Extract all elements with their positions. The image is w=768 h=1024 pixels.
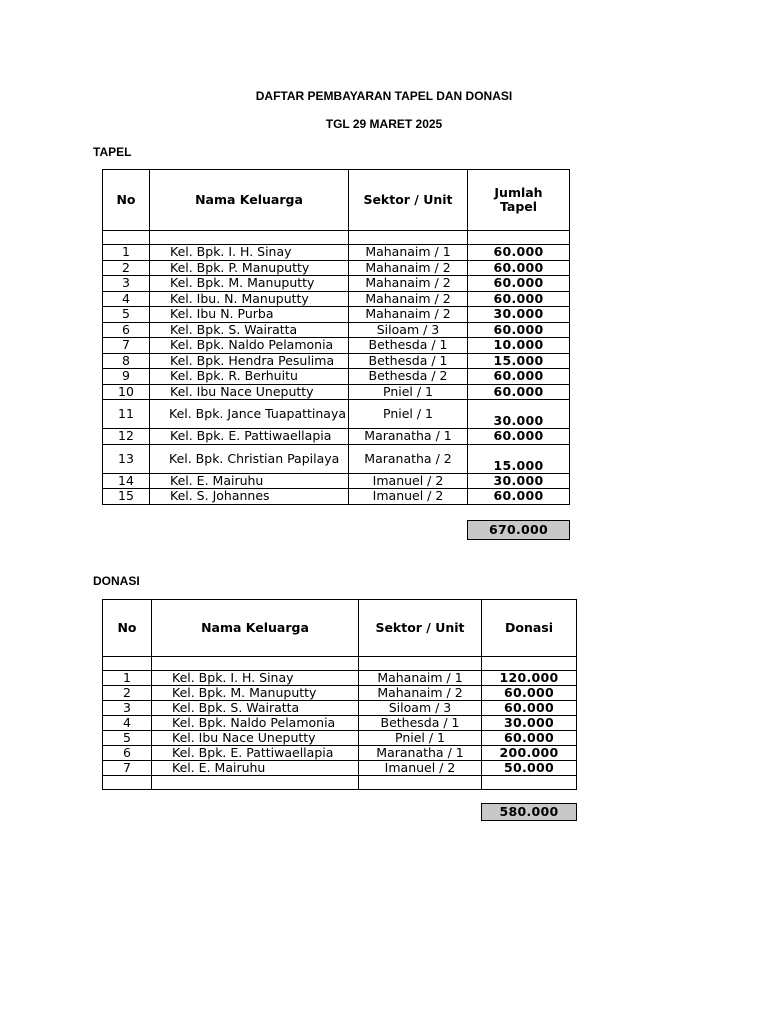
tapel-row-name: Kel. Bpk. E. Pattiwaellapia — [150, 429, 349, 445]
tapel-row — [103, 384, 570, 400]
tapel-row-no: 3 — [103, 276, 150, 292]
tapel-row-sector: Pniel / 1 — [349, 384, 468, 400]
tapel-row-name: Kel. Bpk. Hendra Pesulima — [150, 353, 349, 369]
tapel-row-amount: 15.000 — [468, 353, 570, 369]
donasi-row-amount: 200.000 — [482, 746, 577, 761]
donasi-row-sector: Bethesda / 1 — [359, 716, 482, 731]
tapel-row-name: Kel. Ibu. N. Manuputty — [150, 291, 349, 307]
tapel-header-row — [103, 170, 570, 231]
tapel-row-no: 11 — [103, 400, 150, 429]
donasi-row — [103, 671, 577, 686]
tapel-row-name: Kel. Bpk. P. Manuputty — [150, 260, 349, 276]
document-title: DAFTAR PEMBAYARAN TAPEL DAN DONASI — [255, 89, 513, 103]
tapel-row-name: Kel. E. Mairuhu — [150, 473, 349, 489]
tapel-row-amount: 60.000 — [468, 322, 570, 338]
tapel-row-sector: Bethesda / 1 — [349, 338, 468, 354]
tapel-row-amount: 60.000 — [468, 489, 570, 505]
tapel-row-name: Kel. Bpk. M. Manuputty — [150, 276, 349, 292]
tapel-row — [103, 429, 570, 445]
tapel-row — [103, 276, 570, 292]
tapel-row-no: 1 — [103, 245, 150, 261]
donasi-row-amount: 60.000 — [482, 686, 577, 701]
tapel-header-no: No — [103, 170, 150, 231]
tapel-row-no: 7 — [103, 338, 150, 354]
tapel-row-sector: Siloam / 3 — [349, 322, 468, 338]
donasi-row — [103, 761, 577, 776]
donasi-section-label: DONASI — [93, 574, 140, 588]
donasi-row — [103, 686, 577, 701]
donasi-header-name: Nama Keluarga — [152, 600, 359, 657]
tapel-row — [103, 338, 570, 354]
tapel-row-name: Kel. Bpk. I. H. Sinay — [150, 245, 349, 261]
tapel-row — [103, 369, 570, 385]
tapel-row-no: 10 — [103, 384, 150, 400]
donasi-row-sector: Mahanaim / 2 — [359, 686, 482, 701]
tapel-row-amount: 60.000 — [468, 291, 570, 307]
donasi-row-amount: 120.000 — [482, 671, 577, 686]
tapel-row-amount: 60.000 — [468, 276, 570, 292]
tapel-row-amount: 60.000 — [468, 429, 570, 445]
tapel-row-no: 6 — [103, 322, 150, 338]
tapel-row-sector: Bethesda / 1 — [349, 353, 468, 369]
tapel-row-name: Kel. S. Johannes — [150, 489, 349, 505]
tapel-row-no: 13 — [103, 444, 150, 473]
tapel-row-no: 14 — [103, 473, 150, 489]
donasi-table — [102, 599, 577, 790]
donasi-row-name: Kel. Bpk. M. Manuputty — [152, 686, 359, 701]
tapel-header-amount: Jumlah Tapel — [468, 170, 570, 231]
donasi-header-no: No — [103, 600, 152, 657]
tapel-header-sector: Sektor / Unit — [349, 170, 468, 231]
tapel-spacer-row — [103, 231, 570, 245]
tapel-total: 670.000 — [467, 520, 570, 540]
tapel-row-sector: Maranatha / 1 — [349, 429, 468, 445]
donasi-header-amount: Donasi — [482, 600, 577, 657]
tapel-row-amount: 60.000 — [468, 245, 570, 261]
tapel-row-no: 15 — [103, 489, 150, 505]
tapel-row-name: Kel. Bpk. Jance Tuapattinaya — [150, 400, 349, 429]
tapel-row-name: Kel. Bpk. R. Berhuitu — [150, 369, 349, 385]
donasi-empty-row — [103, 776, 577, 790]
tapel-row-no: 5 — [103, 307, 150, 323]
donasi-row-no: 3 — [103, 701, 152, 716]
donasi-row-amount: 60.000 — [482, 701, 577, 716]
tapel-row-no: 12 — [103, 429, 150, 445]
donasi-row-no: 5 — [103, 731, 152, 746]
tapel-row-sector: Bethesda / 2 — [349, 369, 468, 385]
donasi-row-name: Kel. Bpk. S. Wairatta — [152, 701, 359, 716]
donasi-row-amount: 50.000 — [482, 761, 577, 776]
tapel-table — [102, 169, 570, 505]
tapel-row — [103, 353, 570, 369]
tapel-row-name: Kel. Bpk. Naldo Pelamonia — [150, 338, 349, 354]
donasi-row-name: Kel. Bpk. E. Pattiwaellapia — [152, 746, 359, 761]
tapel-row-amount: 60.000 — [468, 369, 570, 385]
tapel-row-amount: 30.000 — [468, 307, 570, 323]
tapel-row-amount: 15.000 — [468, 444, 570, 473]
tapel-row — [103, 444, 570, 473]
tapel-row — [103, 400, 570, 429]
donasi-row-sector: Mahanaim / 1 — [359, 671, 482, 686]
tapel-header-name: Nama Keluarga — [150, 170, 349, 231]
donasi-row-name: Kel. Bpk. I. H. Sinay — [152, 671, 359, 686]
tapel-row — [103, 322, 570, 338]
tapel-row-name: Kel. Ibu N. Purba — [150, 307, 349, 323]
tapel-row-sector: Mahanaim / 2 — [349, 260, 468, 276]
tapel-row-amount: 60.000 — [468, 384, 570, 400]
tapel-row-sector: Mahanaim / 1 — [349, 245, 468, 261]
tapel-row — [103, 473, 570, 489]
donasi-row-no: 1 — [103, 671, 152, 686]
donasi-row — [103, 701, 577, 716]
tapel-row-sector: Mahanaim / 2 — [349, 291, 468, 307]
tapel-row-name: Kel. Bpk. Christian Papilaya — [150, 444, 349, 473]
tapel-row — [103, 291, 570, 307]
donasi-row-no: 4 — [103, 716, 152, 731]
tapel-row-sector: Maranatha / 2 — [349, 444, 468, 473]
tapel-row-no: 2 — [103, 260, 150, 276]
donasi-row-sector: Maranatha / 1 — [359, 746, 482, 761]
donasi-row — [103, 716, 577, 731]
tapel-row-name: Kel. Ibu Nace Uneputty — [150, 384, 349, 400]
donasi-spacer-row — [103, 657, 577, 671]
donasi-row-sector: Pniel / 1 — [359, 731, 482, 746]
donasi-header-sector: Sektor / Unit — [359, 600, 482, 657]
donasi-row-name: Kel. Bpk. Naldo Pelamonia — [152, 716, 359, 731]
tapel-row-amount: 60.000 — [468, 260, 570, 276]
document-date: TGL 29 MARET 2025 — [325, 117, 443, 131]
donasi-row-amount: 30.000 — [482, 716, 577, 731]
tapel-row — [103, 307, 570, 323]
tapel-row-amount: 10.000 — [468, 338, 570, 354]
tapel-row — [103, 245, 570, 261]
donasi-row-no: 7 — [103, 761, 152, 776]
tapel-row-no: 8 — [103, 353, 150, 369]
donasi-row — [103, 731, 577, 746]
donasi-row-sector: Siloam / 3 — [359, 701, 482, 716]
donasi-row — [103, 746, 577, 761]
tapel-row-name: Kel. Bpk. S. Wairatta — [150, 322, 349, 338]
donasi-row-no: 2 — [103, 686, 152, 701]
tapel-row-no: 9 — [103, 369, 150, 385]
donasi-total: 580.000 — [481, 803, 577, 821]
donasi-header-row — [103, 600, 577, 657]
tapel-row-sector: Mahanaim / 2 — [349, 276, 468, 292]
tapel-row — [103, 260, 570, 276]
tapel-row-amount: 30.000 — [468, 400, 570, 429]
donasi-row-sector: Imanuel / 2 — [359, 761, 482, 776]
tapel-row — [103, 489, 570, 505]
donasi-row-name: Kel. E. Mairuhu — [152, 761, 359, 776]
tapel-section-label: TAPEL — [93, 145, 132, 159]
tapel-row-sector: Mahanaim / 2 — [349, 307, 468, 323]
donasi-row-name: Kel. Ibu Nace Uneputty — [152, 731, 359, 746]
tapel-row-sector: Pniel / 1 — [349, 400, 468, 429]
tapel-row-no: 4 — [103, 291, 150, 307]
tapel-row-amount: 30.000 — [468, 473, 570, 489]
tapel-row-sector: Imanuel / 2 — [349, 473, 468, 489]
tapel-row-sector: Imanuel / 2 — [349, 489, 468, 505]
donasi-row-no: 6 — [103, 746, 152, 761]
donasi-row-amount: 60.000 — [482, 731, 577, 746]
